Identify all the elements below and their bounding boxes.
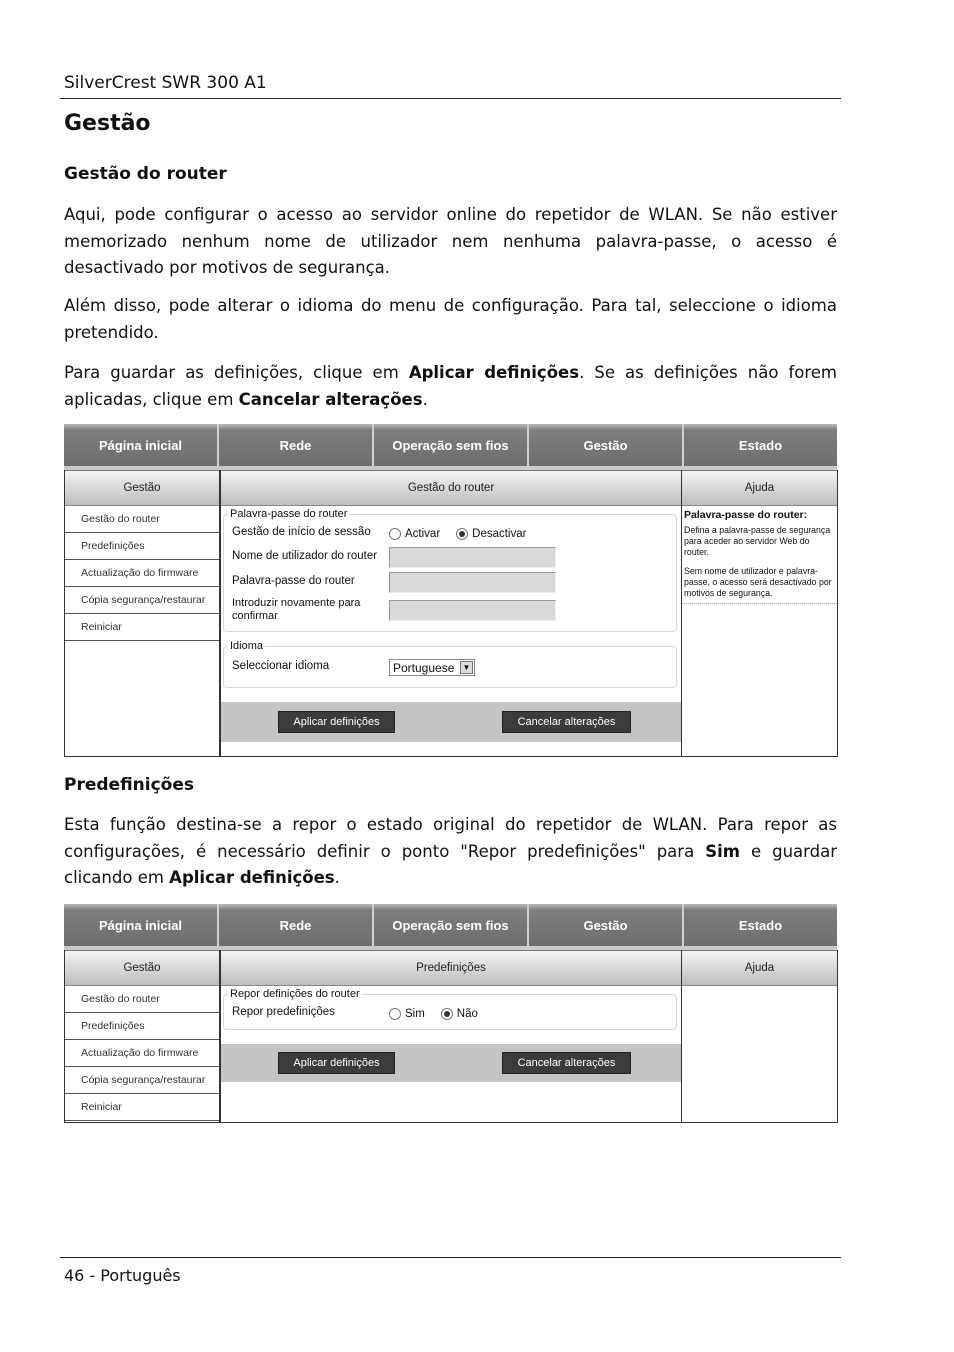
help-text-2: Sem nome de utilizador e palavra-passe, o acesso será desactivado por motivos de segurança. (684, 566, 832, 598)
section-heading-router-management: Gestão do router (64, 164, 227, 184)
menu-item-firmware[interactable]: Actualização do firmware (65, 560, 219, 587)
language-group (223, 640, 677, 688)
main-title: Gestão do router (221, 470, 681, 506)
paragraph-language: Além disso, pode alterar o idioma do menu de configuração. Para tal, seleccione o idioma pretendido. (64, 296, 837, 342)
paragraph-access: Aqui, pode configurar o acesso ao servidor online do repetidor de WLAN. Se não estiver memorizado nenhum nome de utilizador nem nenhuma palavra-passe, o acesso é desactivado por motivos de segurança. (64, 205, 837, 277)
password-group (223, 508, 677, 632)
bold-apply: Aplicar definições (408, 363, 580, 382)
document-header: SilverCrest SWR 300 A1 (64, 73, 267, 93)
apply-button[interactable]: Aplicar definições (278, 711, 395, 733)
menu-item-defaults[interactable]: Predefinições (65, 533, 219, 560)
deactivate-radio[interactable] (456, 528, 468, 540)
activate-radio[interactable] (389, 528, 401, 540)
login-options (389, 528, 526, 540)
deactivate-label: Desactivar (472, 528, 527, 541)
cancel-button[interactable]: Cancelar alterações (502, 1052, 631, 1074)
reset-label: Repor predefinições (232, 1006, 335, 1018)
header-rule (60, 98, 841, 99)
section-heading-defaults: Predefinições (64, 775, 195, 795)
nav-network[interactable]: Rede (219, 904, 374, 946)
language-select[interactable]: Portuguese ▼ (389, 659, 475, 676)
apply-button[interactable]: Aplicar definições (278, 1052, 395, 1074)
login-label: Gestão de início de sessão (232, 526, 371, 538)
menu-item-backup[interactable]: Cópia segurança/restaurar (65, 587, 219, 614)
side-menu-title: Gestão (65, 470, 219, 506)
menu-item-defaults[interactable]: Predefinições (65, 1013, 219, 1040)
no-label: Não (456, 1008, 478, 1021)
help-heading: Palavra-passe do router: (684, 509, 808, 521)
paragraph-defaults: Esta função destina-se a repor o estado original do repetidor de WLAN. Para repor as configurações, é necessário definir o ponto "Repor predefinições" para Sim e guardar clicando em Aplicar definições. (64, 815, 837, 887)
menu-item-backup[interactable]: Cópia segurança/restaurar (65, 1067, 219, 1094)
paragraph-save: Para guardar as definições, clique em Aplicar definições. Se as definições não forem aplicadas, clique em Cancelar alterações. (64, 363, 838, 409)
main-content (220, 470, 682, 757)
nav-wireless[interactable]: Operação sem fios (374, 424, 529, 466)
password-group-legend: Palavra-passe do router (230, 508, 348, 520)
bold-apply-2: Aplicar definições (169, 868, 335, 887)
nav-home[interactable]: Página inicial (64, 904, 219, 946)
yes-radio[interactable] (389, 1008, 401, 1020)
top-nav (64, 424, 837, 470)
reset-group (223, 988, 677, 1030)
help-text-1: Defina a palavra-passe de segurança para aceder ao servidor Web do router. (684, 525, 831, 557)
help-title: Ajuda (682, 470, 837, 506)
menu-item-firmware[interactable]: Actualização do firmware (65, 1040, 219, 1067)
router-ui-defaults (64, 904, 837, 1123)
help-divider (682, 603, 837, 604)
nav-home[interactable]: Página inicial (64, 424, 219, 466)
password-field[interactable] (389, 572, 556, 593)
side-menu (64, 470, 220, 757)
cancel-button[interactable]: Cancelar alterações (502, 711, 631, 733)
nav-status[interactable]: Estado (738, 917, 783, 933)
menu-item-router-management[interactable]: Gestão do router (65, 986, 219, 1013)
button-bar (221, 702, 681, 742)
footer-rule (60, 1257, 841, 1258)
confirm-password-field[interactable] (389, 600, 556, 621)
side-menu-2 (64, 950, 220, 1123)
top-nav-2 (64, 904, 837, 950)
password-label: Palavra-passe do router (232, 575, 355, 587)
username-field[interactable] (389, 547, 556, 568)
menu-item-reboot[interactable]: Reiniciar (65, 614, 219, 641)
nav-management[interactable]: Gestão (529, 904, 684, 946)
menu-item-router-management[interactable]: Gestão do router (65, 506, 219, 533)
help-panel-2 (681, 950, 838, 1123)
nav-network[interactable]: Rede (219, 424, 374, 466)
main-content-2 (220, 950, 682, 1123)
help-title: Ajuda (682, 950, 837, 986)
reset-options (389, 1008, 478, 1020)
nav-status[interactable]: Estado (738, 437, 783, 453)
activate-label: Activar (405, 528, 441, 541)
confirm-label: Introduzir novamente para confirmar (232, 597, 361, 622)
yes-label: Sim (405, 1008, 425, 1021)
help-panel (681, 470, 838, 757)
main-title: Predefinições (221, 950, 681, 986)
side-menu-title: Gestão (65, 950, 219, 986)
language-label: Seleccionar idioma (232, 660, 330, 672)
bold-yes: Sim (705, 841, 740, 861)
language-group-legend: Idioma (230, 640, 264, 652)
nav-wireless[interactable]: Operação sem fios (374, 904, 529, 946)
reset-group-legend: Repor definições do router (230, 988, 360, 1000)
username-label: Nome de utilizador do router (232, 550, 378, 562)
chevron-down-icon: ▼ (460, 661, 473, 674)
bold-cancel: Cancelar alterações (238, 389, 423, 409)
page-number: 46 - Português (64, 1266, 181, 1285)
no-radio[interactable] (441, 1008, 453, 1020)
button-bar-2 (221, 1044, 681, 1082)
nav-management[interactable]: Gestão (529, 424, 684, 466)
page-title: Gestão (64, 111, 151, 136)
router-ui-management (64, 424, 837, 757)
menu-item-reboot[interactable]: Reiniciar (65, 1094, 219, 1121)
